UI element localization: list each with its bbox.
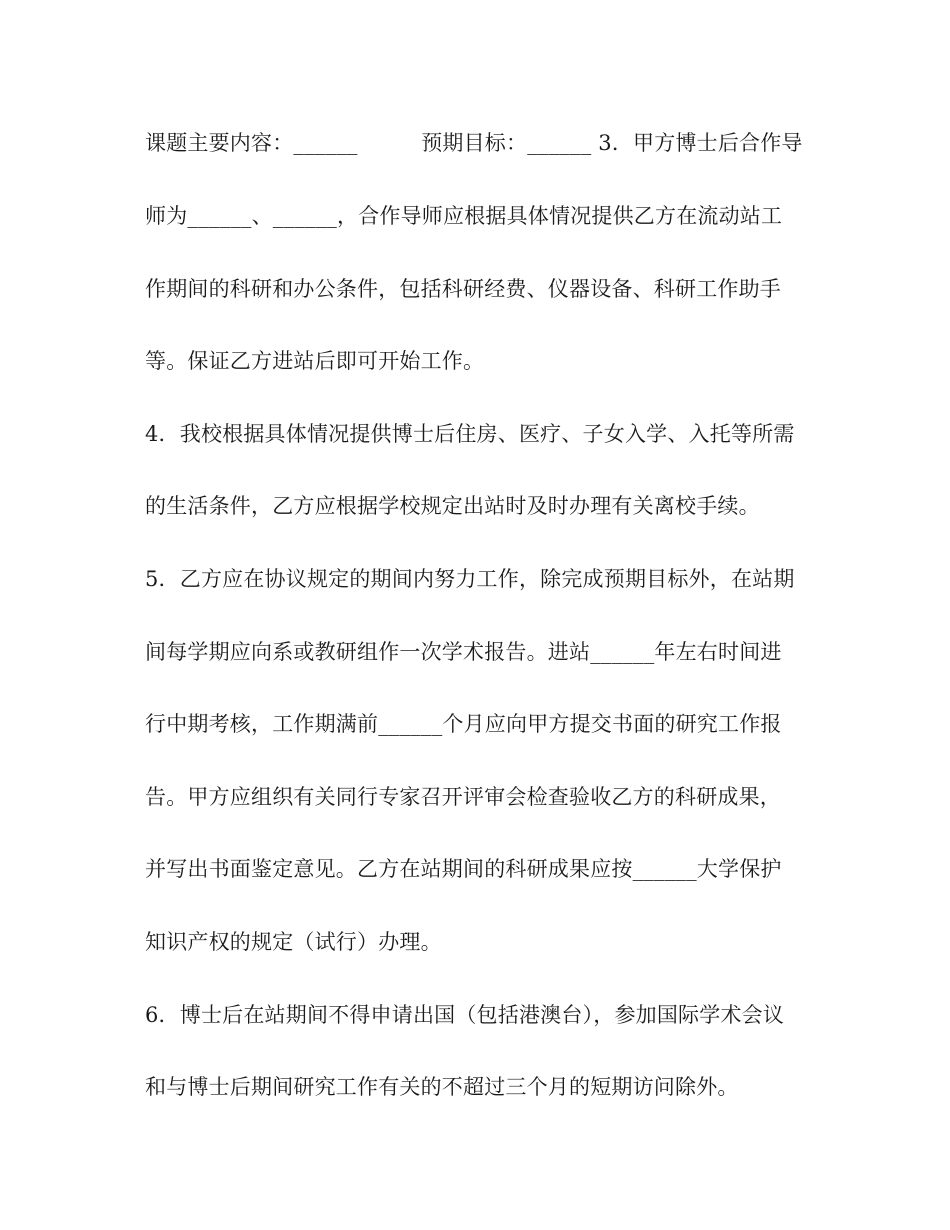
text-line: 告。甲方应组织有关同行专家召开评审会检查验收乙方的科研成果， [145,785,781,809]
text-line: 5．乙方应在协议规定的期间内努力工作，除完成预期目标外，在站期 [145,567,795,591]
text-line: 和与博士后期间研究工作有关的不超过三个月的短期访问除外。 [145,1075,739,1099]
text-line: 行中期考核，工作期满前______个月应向甲方提交书面的研究工作报 [145,712,782,736]
text-line: 知识产权的规定（试行）办理。 [145,930,442,954]
text-line: 师为______、______，合作导师应根据具体情况提供乙方在流动站工 [145,204,783,228]
text-line: 等。保证乙方进站后即可开始工作。 [145,349,485,373]
text-line: 间每学期应向系或教研组作一次学术报告。进站______年左右时间进 [145,640,782,664]
text-line: 并写出书面鉴定意见。乙方在站期间的科研成果应按______大学保护 [145,857,782,881]
text-line: 6．博士后在站期间不得申请出国（包括港澳台），参加国际学术会议 [145,1003,785,1027]
text-line: 课题主要内容：______ 预期目标：______ 3．甲方博士后合作导 [145,131,803,155]
text-line: 4．我校根据具体情况提供博士后住房、医疗、子女入学、入托等所需 [145,422,795,446]
text-line: 作期间的科研和办公条件，包括科研经费、仪器设备、科研工作助手 [145,277,781,301]
text-line: 的生活条件，乙方应根据学校规定出站时及时办理有关离校手续。 [145,494,760,518]
